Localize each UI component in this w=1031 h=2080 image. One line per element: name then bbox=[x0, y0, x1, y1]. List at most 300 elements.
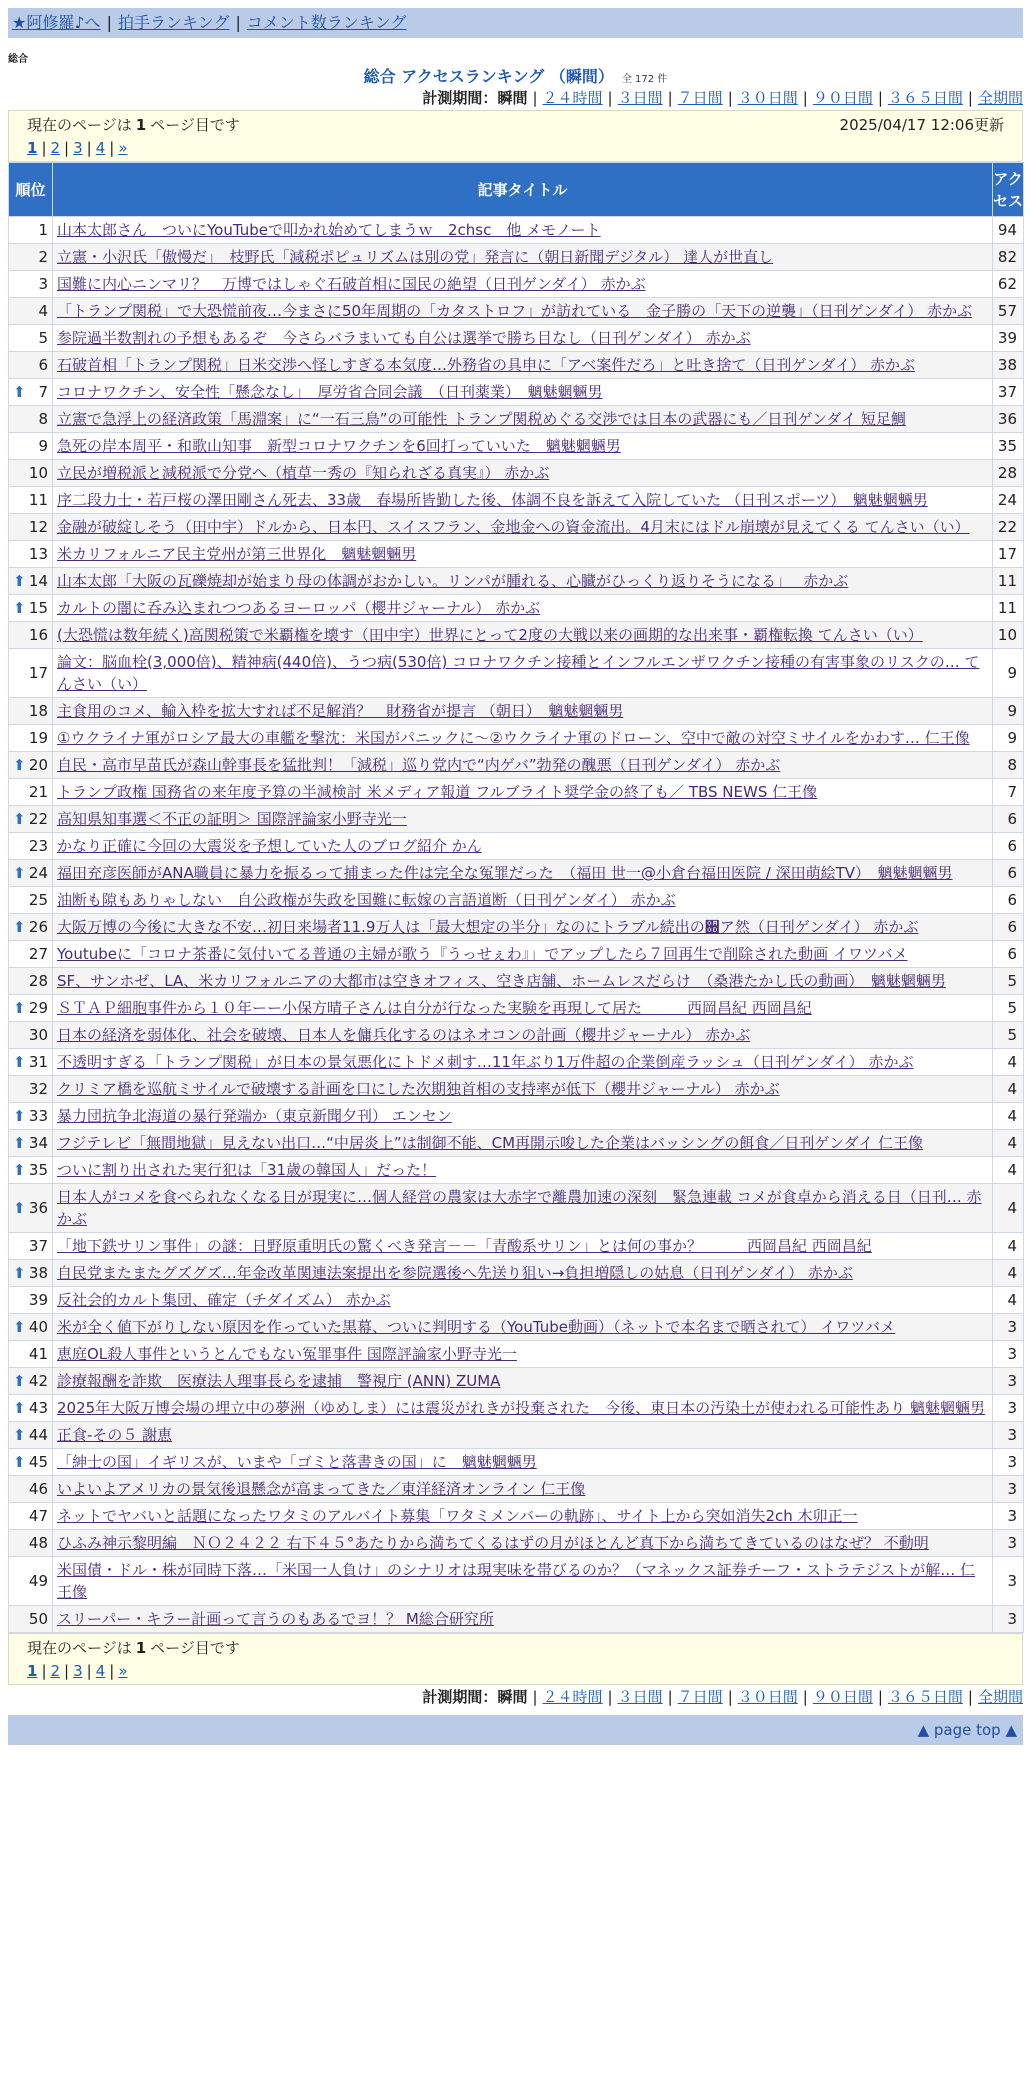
period-selector-bottom bbox=[8, 1685, 1023, 1709]
period-link-1[interactable]: ３日間 bbox=[617, 89, 663, 107]
current-page-number: 1 bbox=[135, 116, 147, 134]
updated-timestamp: 2025/04/17 12:06更新 bbox=[839, 116, 1004, 134]
rank-number: 44 bbox=[28, 1426, 48, 1444]
rank-up-arrow-icon: ⬆ bbox=[13, 1426, 26, 1444]
table-row bbox=[9, 806, 1024, 833]
article-title-link[interactable]: 油断も隙もありゃしない 自公政権が失政を国難に転嫁の言語道断（日刊ゲンダイ） 赤かぶ bbox=[57, 891, 676, 909]
rank-cell bbox=[9, 1341, 53, 1368]
title-cell bbox=[53, 1449, 993, 1476]
separator: | bbox=[109, 1662, 115, 1680]
rank-cell bbox=[9, 1130, 53, 1157]
title-cell bbox=[53, 514, 993, 541]
rank-cell bbox=[9, 833, 53, 860]
page-link-2[interactable]: 2 bbox=[50, 139, 61, 157]
title-cell bbox=[53, 379, 993, 406]
article-title-link[interactable]: ついに割り出された実行犯は「31歳の韓国人」だった！ bbox=[57, 1161, 437, 1179]
table-row bbox=[9, 1341, 1024, 1368]
rank-cell bbox=[9, 1503, 53, 1530]
title-cell bbox=[53, 622, 993, 649]
article-title-link[interactable]: ＳＴＡＰ細胞事件から１０年ーー小保方晴子さんは自分が行なった実験を再現して居た 西岡昌紀 西岡昌紀 bbox=[57, 999, 812, 1017]
next-page-link[interactable]: » bbox=[118, 139, 128, 157]
rank-up-arrow-icon: ⬆ bbox=[13, 1453, 26, 1471]
rank-cell bbox=[9, 1022, 53, 1049]
current-page-text bbox=[27, 1636, 240, 1660]
separator: | bbox=[967, 89, 973, 107]
rank-cell bbox=[9, 352, 53, 379]
rank-number: 47 bbox=[28, 1507, 48, 1525]
access-count: 3 bbox=[993, 1395, 1024, 1422]
rank-cell bbox=[9, 1606, 53, 1633]
rank-cell bbox=[9, 595, 53, 622]
rank-number: 18 bbox=[28, 702, 48, 720]
title-cell bbox=[53, 1503, 993, 1530]
rank-number: 50 bbox=[28, 1610, 48, 1628]
table-row bbox=[9, 379, 1024, 406]
separator: | bbox=[106, 13, 112, 32]
rank-up-arrow-icon: ⬆ bbox=[13, 572, 26, 590]
article-title-link[interactable]: (大恐慌は数年続く)高関税策で米覇権を壊す（田中宇）世界にとって2度の大戦以来の画期的な出来事・覇権転換 てんさい（い） bbox=[57, 626, 923, 644]
rank-cell bbox=[9, 1103, 53, 1130]
table-row bbox=[9, 406, 1024, 433]
access-count: 11 bbox=[993, 568, 1024, 595]
access-count: 22 bbox=[993, 514, 1024, 541]
article-title-link[interactable]: 国難に内心ニンマリ？ 万博ではしゃぐ石破首相に国民の絶望（日刊ゲンダイ） 赤かぶ bbox=[57, 275, 646, 293]
period-link-4[interactable]: ９０日間 bbox=[812, 89, 873, 107]
home-link[interactable]: ★阿修羅♪へ bbox=[12, 13, 101, 32]
title-cell bbox=[53, 1184, 993, 1233]
rank-cell bbox=[9, 1368, 53, 1395]
article-title-link[interactable]: 自民党またまたグズグズ…年金改革関連法案提出を参院選後へ先送り狙い→負担増隠しの姑息（日刊ゲンダイ） 赤かぶ bbox=[57, 1264, 853, 1282]
rank-cell bbox=[9, 941, 53, 968]
access-count: 3 bbox=[993, 1606, 1024, 1633]
rank-cell bbox=[9, 622, 53, 649]
title-cell bbox=[53, 779, 993, 806]
access-count: 11 bbox=[993, 595, 1024, 622]
article-title-link[interactable]: スリーパー・キラー計画って言うのもあるでヨ！？ M総合研究所 bbox=[57, 1610, 494, 1628]
table-row bbox=[9, 1287, 1024, 1314]
title-cell bbox=[53, 941, 993, 968]
article-title-link[interactable]: 暴力団抗争北海道の暴行発端か（東京新聞夕刊） エンセン bbox=[57, 1107, 452, 1125]
title-cell bbox=[53, 460, 993, 487]
period-link-3[interactable]: ３０日間 bbox=[737, 89, 798, 107]
title-cell bbox=[53, 1476, 993, 1503]
rank-number: 41 bbox=[28, 1345, 48, 1363]
article-title-link[interactable]: 立民が増税派と減税派で分党へ（植草一秀の『知られざる真実』） 赤かぶ bbox=[57, 464, 550, 482]
period-link-6[interactable]: 全期間 bbox=[977, 1688, 1023, 1706]
access-count: 3 bbox=[993, 1368, 1024, 1395]
access-count: 3 bbox=[993, 1476, 1024, 1503]
access-count: 6 bbox=[993, 806, 1024, 833]
rank-number: 14 bbox=[28, 572, 48, 590]
article-title-link[interactable]: 山本太郎「大阪の瓦礫焼却が始まり母の体調がおかしい。リンパが腫れる、心臓がひっくり返りそうになる」 赤かぶ bbox=[57, 572, 849, 590]
rank-up-arrow-icon: ⬆ bbox=[13, 383, 26, 401]
page-link-4[interactable]: 4 bbox=[95, 139, 106, 157]
article-title-link[interactable]: コロナワクチン、安全性「懸念なし」 厚労省合同会議 （日刊薬業） 魑魅魍魎男 bbox=[57, 383, 603, 401]
period-current: 瞬間 bbox=[497, 1688, 528, 1706]
title-cell bbox=[53, 325, 993, 352]
article-title-link[interactable]: 「地下鉄サリン事件」の謎：日野原重明氏の驚くべき発言－－「青酸系サリン」とは何の事か？ 西岡昌紀 西岡昌紀 bbox=[57, 1237, 872, 1255]
article-title-link[interactable]: 山本太郎さん ついにYouTubeで叩かれ始めてしまうｗ 2chsc 他 メモノート bbox=[57, 221, 601, 239]
rank-number: 20 bbox=[28, 756, 48, 774]
access-count: 37 bbox=[993, 379, 1024, 406]
rank-up-arrow-icon: ⬆ bbox=[13, 1318, 26, 1336]
rank-number: 40 bbox=[28, 1318, 48, 1336]
rank-cell bbox=[9, 514, 53, 541]
table-row bbox=[9, 595, 1024, 622]
rank-number: 32 bbox=[28, 1080, 48, 1098]
title-cell bbox=[53, 406, 993, 433]
title-cell bbox=[53, 433, 993, 460]
rank-cell bbox=[9, 1287, 53, 1314]
rank-up-arrow-icon: ⬆ bbox=[13, 999, 26, 1017]
access-count: 4 bbox=[993, 1184, 1024, 1233]
separator: | bbox=[607, 1688, 613, 1706]
title-cell bbox=[53, 1233, 993, 1260]
access-count: 57 bbox=[993, 298, 1024, 325]
separator: | bbox=[967, 1688, 973, 1706]
separator: | bbox=[235, 13, 241, 32]
article-title-link[interactable]: 立憲で急浮上の経済政策「馬淵案」に“一石三鳥”の可能性 トランプ関税めぐる交渉では日本の武器にも／日刊ゲンダイ 短足鯛 bbox=[57, 410, 906, 428]
rank-cell bbox=[9, 995, 53, 1022]
period-link-2[interactable]: ７日間 bbox=[677, 1688, 723, 1706]
article-title-link[interactable]: Youtubeに「コロナ茶番に気付いてる普通の主婦が歌う『うっせぇわ』」でアップしたら７回再生で削除された動画 イワツバメ bbox=[57, 945, 908, 963]
rank-number: 39 bbox=[28, 1291, 48, 1309]
rank-up-arrow-icon: ⬆ bbox=[13, 1053, 26, 1071]
rank-number: 11 bbox=[28, 491, 48, 509]
rank-number: 28 bbox=[28, 972, 48, 990]
rank-number: 13 bbox=[28, 545, 48, 563]
period-link-2[interactable]: ７日間 bbox=[677, 89, 723, 107]
article-title-link[interactable]: 金融が破綻しそう（田中宇）ドルから、日本円、スイスフラン、金地金への資金流出。4月末にはドル崩壊が見えてくる てんさい（い） bbox=[57, 518, 970, 536]
table-row bbox=[9, 752, 1024, 779]
separator: | bbox=[532, 89, 538, 107]
rank-up-arrow-icon: ⬆ bbox=[13, 918, 26, 936]
access-count: 3 bbox=[993, 1449, 1024, 1476]
period-link-6[interactable]: 全期間 bbox=[977, 89, 1023, 107]
article-title-link[interactable]: 福田充彦医師がANA職員に暴力を振るって捕まった件は完全な冤罪だった （福田 世一@小倉台福田医院 / 深田萌絵TV） 魑魅魍魎男 bbox=[57, 864, 953, 882]
rank-up-arrow-icon: ⬆ bbox=[13, 864, 26, 882]
table-row bbox=[9, 1157, 1024, 1184]
access-count: 5 bbox=[993, 995, 1024, 1022]
page-top-link[interactable]: ▲ page top ▲ bbox=[917, 1721, 1017, 1739]
table-row bbox=[9, 460, 1024, 487]
next-page-link[interactable]: » bbox=[118, 1662, 128, 1680]
current-page-number: 1 bbox=[135, 1639, 147, 1657]
article-title-link[interactable]: 米国債・ドル・株が同時下落…「米国一人負け」のシナリオは現実味を帯びるのか？（マネックス証券チーフ・ストラテジストが解… 仁王像 bbox=[57, 1561, 975, 1601]
access-count: 9 bbox=[993, 725, 1024, 752]
rank-number: 27 bbox=[28, 945, 48, 963]
article-title-link[interactable]: 参院過半数割れの予想もあるぞ 今さらバラまいても自公は選挙で勝ち目なし（日刊ゲンダイ） 赤かぶ bbox=[57, 329, 751, 347]
rank-up-arrow-icon: ⬆ bbox=[13, 810, 26, 828]
rank-number: 3 bbox=[38, 275, 48, 293]
article-title-link[interactable]: 不透明すぎる「トランプ関税」が日本の景気悪化にトドメ刺す…11年ぶり1万件超の企業倒産ラッシュ（日刊ゲンダイ） 赤かぶ bbox=[57, 1053, 914, 1071]
rank-number: 9 bbox=[38, 437, 48, 455]
title-cell bbox=[53, 595, 993, 622]
title-cell bbox=[53, 487, 993, 514]
access-count: 6 bbox=[993, 914, 1024, 941]
article-title-link[interactable]: SF、サンホゼ、LA、米カリフォルニアの大都市は空きオフィス、空き店舗、ホームレスだらけ （桑港たかし氏の動画） 魑魅魍魎男 bbox=[57, 972, 946, 990]
rank-cell bbox=[9, 325, 53, 352]
rank-up-arrow-icon: ⬆ bbox=[13, 1107, 26, 1125]
page-link-3[interactable]: 3 bbox=[73, 139, 83, 157]
article-title-link[interactable]: カルトの闇に呑み込まれつつあるヨーロッパ（櫻井ジャーナル） 赤かぶ bbox=[57, 599, 541, 617]
article-title-link[interactable]: 論文：脳血栓(3,000倍)、精神病(440倍)、うつ病(530倍) コロナワクチン接種とインフルエンザワクチン接種の有害事象のリスクの… てんさい（い） bbox=[57, 653, 980, 693]
article-title-link[interactable]: 日本の経済を弱体化、社会を破壊、日本人を傭兵化するのはネオコンの計画（櫻井ジャーナル） 赤かぶ bbox=[57, 1026, 751, 1044]
title-cell bbox=[53, 1130, 993, 1157]
separator: | bbox=[607, 89, 613, 107]
access-count: 28 bbox=[993, 460, 1024, 487]
table-row bbox=[9, 1368, 1024, 1395]
rank-cell bbox=[9, 1557, 53, 1606]
article-title-link[interactable]: ①ウクライナ軍がロシア最大の車艦を撃沈：米国がパニックに～②ウクライナ軍のドローン、空中で敵の対空ミサイルをかわす… 仁王像 bbox=[57, 729, 970, 747]
separator: | bbox=[802, 1688, 808, 1706]
table-row bbox=[9, 1503, 1024, 1530]
rank-cell bbox=[9, 406, 53, 433]
article-title-link[interactable]: 反社会的カルト集団、確定（チダイズム） 赤かぶ bbox=[57, 1291, 391, 1309]
ranking-table bbox=[8, 162, 1024, 1633]
article-title-link[interactable]: トランプ政権 国務省の来年度予算の半減検討 米メディア報道 フルブライト奨学金の終了も／ TBS NEWS 仁王像 bbox=[57, 783, 818, 801]
article-title-link[interactable]: かなり正確に今回の大震災を予想していた人のブログ紹介 かん bbox=[57, 837, 482, 855]
rank-number: 31 bbox=[28, 1053, 48, 1071]
separator: | bbox=[64, 1662, 70, 1680]
rank-number: 19 bbox=[28, 729, 48, 747]
table-row bbox=[9, 541, 1024, 568]
rank-number: 30 bbox=[28, 1026, 48, 1044]
page-link-3[interactable]: 3 bbox=[73, 1662, 83, 1680]
rank-number: 2 bbox=[38, 248, 48, 266]
rank-number: 38 bbox=[28, 1264, 48, 1282]
clap-ranking-link[interactable]: 拍手ランキング bbox=[117, 13, 230, 32]
title-cell bbox=[53, 1314, 993, 1341]
rank-cell bbox=[9, 379, 53, 406]
article-title-link[interactable]: 自民・高市早苗氏が森山幹事長を猛批判！「減税」巡り党内で“内ゲバ”勃発の醜悪（日刊ゲンダイ） 赤かぶ bbox=[57, 756, 781, 774]
rank-cell bbox=[9, 433, 53, 460]
article-title-link[interactable]: 恵庭OL殺人事件というとんでもない冤罪事件 国際評論家小野寺光一 bbox=[57, 1345, 517, 1363]
period-link-4[interactable]: ９０日間 bbox=[812, 1688, 873, 1706]
rank-number: 16 bbox=[28, 626, 48, 644]
title-cell bbox=[53, 1103, 993, 1130]
access-count: 4 bbox=[993, 1260, 1024, 1287]
page-link-2[interactable]: 2 bbox=[50, 1662, 61, 1680]
separator: | bbox=[41, 1662, 47, 1680]
access-count: 4 bbox=[993, 1076, 1024, 1103]
title-cell bbox=[53, 860, 993, 887]
title-cell bbox=[53, 1341, 993, 1368]
rank-cell bbox=[9, 1260, 53, 1287]
article-title-link[interactable]: 米カリフォルニア民主党州が第三世界化 魑魅魍魎男 bbox=[57, 545, 417, 563]
article-title-link[interactable]: 大阪万博の今後に大きな不安…初日来場者11.9万人は「最大想定の半分」なのにトラブル続出の਍ア然（日刊ゲンダイ） 赤かぶ bbox=[57, 918, 919, 936]
table-row bbox=[9, 914, 1024, 941]
page-link-1[interactable]: 1 bbox=[27, 139, 38, 157]
access-count: 9 bbox=[993, 698, 1024, 725]
access-count: 39 bbox=[993, 325, 1024, 352]
article-title-link[interactable]: 日本人がコメを食べられなくなる日が現実に…個人経営の農家は大赤字で離農加速の深刻 緊急連載 コメが食卓から消える日（日刊… 赤かぶ bbox=[57, 1188, 982, 1228]
table-row bbox=[9, 514, 1024, 541]
table-row bbox=[9, 1395, 1024, 1422]
rank-cell bbox=[9, 1530, 53, 1557]
rank-cell bbox=[9, 1314, 53, 1341]
access-count: 62 bbox=[993, 271, 1024, 298]
table-row bbox=[9, 325, 1024, 352]
rank-cell bbox=[9, 698, 53, 725]
page-info-bottom bbox=[8, 1633, 1023, 1685]
rank-number: 37 bbox=[28, 1237, 48, 1255]
title-cell bbox=[53, 244, 993, 271]
period-label: 計測期間： bbox=[422, 1688, 498, 1706]
pagination bbox=[27, 137, 1004, 159]
table-row bbox=[9, 1476, 1024, 1503]
title-cell bbox=[53, 1422, 993, 1449]
rank-number: 24 bbox=[28, 864, 48, 882]
access-count: 6 bbox=[993, 941, 1024, 968]
article-title-link[interactable]: 「トランプ関税」で大恐慌前夜…今まさに50年周期の「カタストロフ」が訪れている 金子勝の「天下の逆襲」（日刊ゲンダイ） 赤かぶ bbox=[57, 302, 973, 320]
title-cell bbox=[53, 298, 993, 325]
article-title-link[interactable]: 序二段力士・若戸桜の澤田剛さん死去、33歳 春場所皆勤した後、体調不良を訴えて入院していた （日刊スポーツ） 魑魅魍魎男 bbox=[57, 491, 928, 509]
rank-cell bbox=[9, 1076, 53, 1103]
table-row bbox=[9, 1233, 1024, 1260]
article-title-link[interactable]: 診療報酬を詐欺 医療法人理事長らを逮捕 警視庁 (ANN) ZUMA bbox=[57, 1372, 501, 1390]
table-row bbox=[9, 860, 1024, 887]
article-title-link[interactable]: 正食-その５ 謝恵 bbox=[57, 1426, 173, 1444]
rank-cell bbox=[9, 244, 53, 271]
separator: | bbox=[877, 89, 883, 107]
current-page-pre: 現在のページは bbox=[27, 116, 132, 134]
rank-cell bbox=[9, 1449, 53, 1476]
rank-number: 6 bbox=[38, 356, 48, 374]
rank-up-arrow-icon: ⬆ bbox=[13, 1161, 26, 1179]
page-info-row bbox=[27, 113, 1004, 137]
access-count: 3 bbox=[993, 1314, 1024, 1341]
comment-ranking-link[interactable]: コメント数ランキング bbox=[246, 13, 407, 32]
access-count: 6 bbox=[993, 833, 1024, 860]
col-rank-header: 順位 bbox=[9, 163, 53, 217]
table-row bbox=[9, 698, 1024, 725]
access-count: 17 bbox=[993, 541, 1024, 568]
article-title-link[interactable]: 石破首相「トランプ関税」日米交渉へ怪しすぎる本気度…外務省の具申に「アベ案件だろ」と吐き捨て（日刊ゲンダイ） 赤かぶ bbox=[57, 356, 915, 374]
access-count: 3 bbox=[993, 1341, 1024, 1368]
rank-number: 49 bbox=[28, 1572, 48, 1590]
period-link-3[interactable]: ３０日間 bbox=[737, 1688, 798, 1706]
title-cell bbox=[53, 1557, 993, 1606]
period-link-0[interactable]: ２４時間 bbox=[542, 89, 603, 107]
pagination bbox=[27, 1660, 1004, 1682]
table-row bbox=[9, 779, 1024, 806]
article-title-link[interactable]: 米が全く値下がりしない原因を作っていた黒幕、ついに判明する（YouTube動画）（ネットで本名まで晒されて） イワツバメ bbox=[57, 1318, 895, 1336]
separator: | bbox=[86, 1662, 92, 1680]
table-row bbox=[9, 271, 1024, 298]
separator: | bbox=[727, 89, 733, 107]
rank-cell bbox=[9, 914, 53, 941]
table-row bbox=[9, 649, 1024, 698]
page-link-1[interactable]: 1 bbox=[27, 1662, 38, 1680]
table-row bbox=[9, 1076, 1024, 1103]
table-row bbox=[9, 1557, 1024, 1606]
rank-number: 45 bbox=[28, 1453, 48, 1471]
rank-number: 42 bbox=[28, 1372, 48, 1390]
access-count: 5 bbox=[993, 968, 1024, 995]
rank-cell bbox=[9, 1422, 53, 1449]
current-page-text bbox=[27, 113, 240, 137]
current-page-post: ページ目です bbox=[150, 116, 240, 134]
period-link-5[interactable]: ３６５日間 bbox=[887, 1688, 963, 1706]
current-page-post: ページ目です bbox=[150, 1639, 240, 1657]
table-row bbox=[9, 622, 1024, 649]
rank-number: 36 bbox=[28, 1199, 48, 1217]
rank-cell bbox=[9, 487, 53, 514]
rank-number: 5 bbox=[38, 329, 48, 347]
table-row bbox=[9, 1103, 1024, 1130]
article-title-link[interactable]: ネットでヤバいと話題になったワタミのアルバイト募集「ワタミメンバーの軌跡」、サイト上から突如消失2ch 木卯正一 bbox=[57, 1507, 858, 1525]
period-current: 瞬間 bbox=[497, 89, 528, 107]
title-cell bbox=[53, 1287, 993, 1314]
rank-cell bbox=[9, 271, 53, 298]
title-cell bbox=[53, 995, 993, 1022]
title-cell bbox=[53, 541, 993, 568]
rank-up-arrow-icon: ⬆ bbox=[13, 599, 26, 617]
separator: | bbox=[41, 139, 47, 157]
rank-number: 43 bbox=[28, 1399, 48, 1417]
title-cell bbox=[53, 968, 993, 995]
table-row bbox=[9, 433, 1024, 460]
title-cell bbox=[53, 1530, 993, 1557]
period-link-0[interactable]: ２４時間 bbox=[542, 1688, 603, 1706]
period-label: 計測期間： bbox=[422, 89, 498, 107]
article-title-link[interactable]: いよいよアメリカの景気後退懸念が高まってきた／東洋経済オンライン 仁王像 bbox=[57, 1480, 586, 1498]
page-link-4[interactable]: 4 bbox=[95, 1662, 106, 1680]
separator: | bbox=[86, 139, 92, 157]
table-row bbox=[9, 968, 1024, 995]
period-link-5[interactable]: ３６５日間 bbox=[887, 89, 963, 107]
title-cell bbox=[53, 1022, 993, 1049]
period-link-1[interactable]: ３日間 bbox=[617, 1688, 663, 1706]
table-row bbox=[9, 725, 1024, 752]
article-title-link[interactable]: 「紳士の国」イギリスが、いまや「ゴミと落書きの国」に 魑魅魍魎男 bbox=[57, 1453, 537, 1471]
title-cell bbox=[53, 725, 993, 752]
table-row bbox=[9, 352, 1024, 379]
article-title-link[interactable]: クリミア橋を巡航ミサイルで破壊する計画を口にした次期独首相の支持率が低下（櫻井ジャーナル） 赤かぶ bbox=[57, 1080, 780, 1098]
page-info-row bbox=[27, 1636, 1004, 1660]
article-title-link[interactable]: フジテレビ「無間地獄」見えない出口…“中居炎上”は制御不能、CM再開示唆した企業はバッシングの餌食／日刊ゲンダイ 仁王像 bbox=[57, 1134, 923, 1152]
table-row bbox=[9, 487, 1024, 514]
separator: | bbox=[667, 89, 673, 107]
title-cell bbox=[53, 833, 993, 860]
access-count: 3 bbox=[993, 1503, 1024, 1530]
article-title-link[interactable]: 立憲・小沢氏「傲慢だ」 枝野氏「減税ポピュリズムは別の党」発言に（朝日新聞デジタル） 達人が世直し bbox=[57, 248, 774, 266]
article-title-link[interactable]: 高知県知事選＜不正の証明＞ 国際評論家小野寺光一 bbox=[57, 810, 407, 828]
rank-number: 25 bbox=[28, 891, 48, 909]
article-title-link[interactable]: 急死の岸本周平・和歌山知事 新型コロナワクチンを6回打っていいた 魑魅魍魎男 bbox=[57, 437, 621, 455]
access-count: 36 bbox=[993, 406, 1024, 433]
access-count: 3 bbox=[993, 1422, 1024, 1449]
article-title-link[interactable]: 2025年大阪万博会場の埋立中の夢洲（ゆめしま）には震災がれきが投棄された 今後、東日本の汚染土が使われる可能性あり 魑魅魍魎男 bbox=[57, 1399, 985, 1417]
page-info-top bbox=[8, 110, 1023, 162]
title-cell bbox=[53, 1049, 993, 1076]
period-selector-top bbox=[8, 86, 1023, 110]
table-header-row bbox=[9, 163, 1024, 217]
rank-number: 23 bbox=[28, 837, 48, 855]
access-count: 6 bbox=[993, 887, 1024, 914]
rank-cell bbox=[9, 968, 53, 995]
footer-bar bbox=[8, 1715, 1023, 1745]
article-title-link[interactable]: ひふみ神示黎明編 ＮＯ２４２２ 右下４５°あたりから満ちてくるはずの月がほとんど真下から満ちてきているのはなぜ？ 不動明 bbox=[57, 1534, 929, 1552]
title-cell bbox=[53, 352, 993, 379]
article-title-link[interactable]: 主食用のコメ、輸入枠を拡大すれば不足解消？ 財務省が提言 （朝日） 魑魅魍魎男 bbox=[57, 702, 624, 720]
rank-up-arrow-icon: ⬆ bbox=[13, 1134, 26, 1152]
rank-number: 26 bbox=[28, 918, 48, 936]
table-row bbox=[9, 568, 1024, 595]
rank-number: 35 bbox=[28, 1161, 48, 1179]
title-cell bbox=[53, 1076, 993, 1103]
